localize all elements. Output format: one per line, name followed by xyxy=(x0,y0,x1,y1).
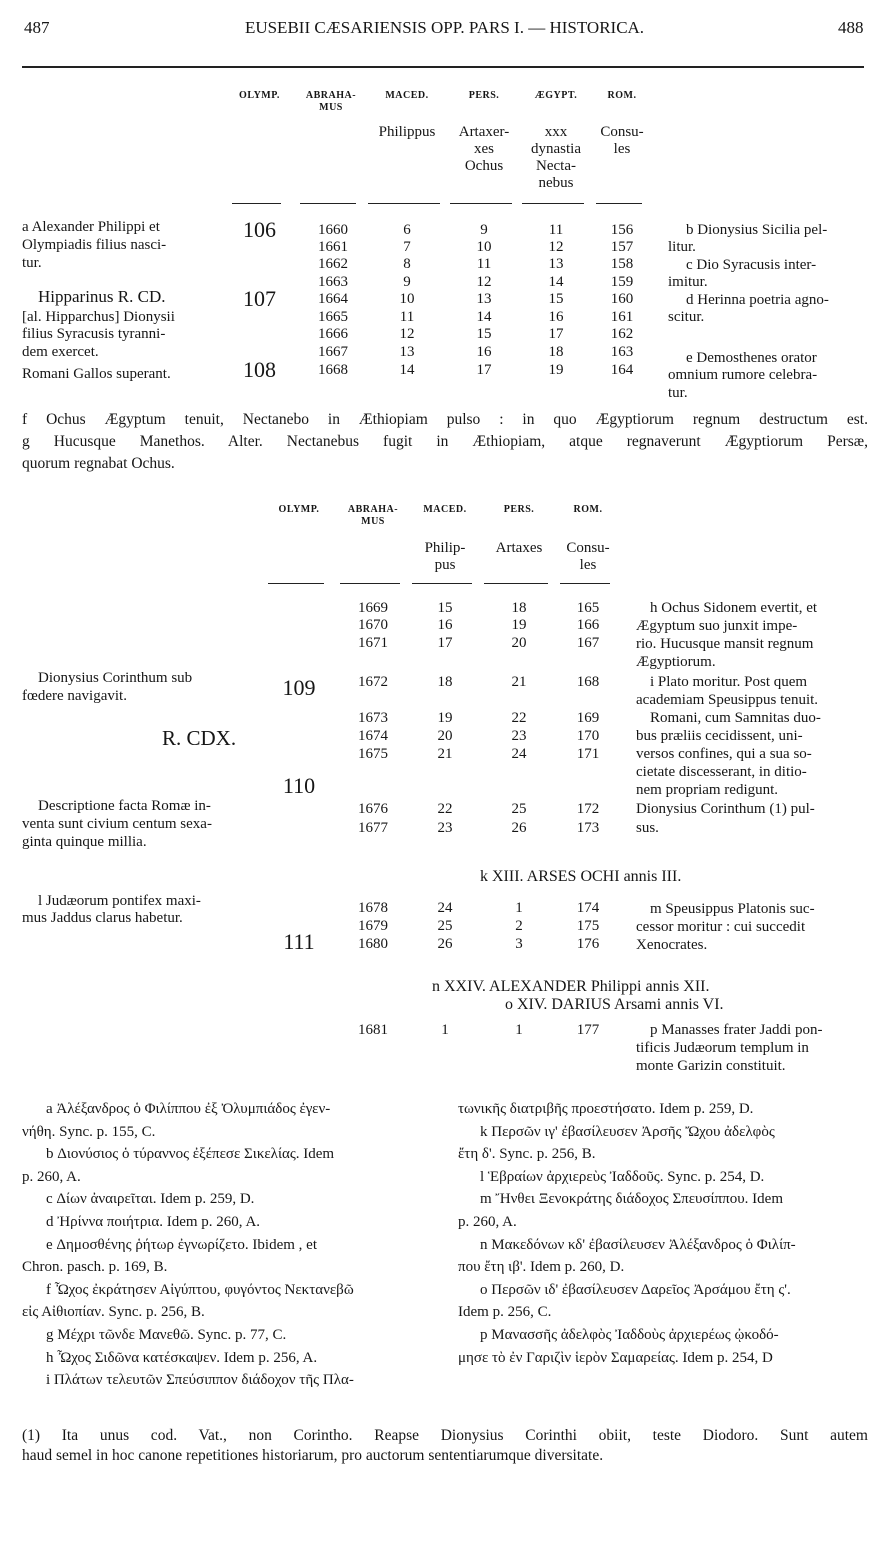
side-note-left: a Alexander Philippi et xyxy=(22,219,160,235)
table-cell: 167 xyxy=(576,635,600,651)
table-cell: 1681 xyxy=(358,1022,388,1038)
table-cell: 15 xyxy=(476,326,492,342)
column-header: MACED. xyxy=(423,504,467,515)
page-number-left: 487 xyxy=(24,18,50,37)
side-note-right: rio. Hucusque mansit regnum xyxy=(636,636,814,652)
greek-note-line: που ἔτη ιβ'. Idem p. 260, D. xyxy=(458,1259,625,1276)
table-cell: 9 xyxy=(480,222,488,238)
table-cell: 1 xyxy=(441,1022,449,1038)
note-g: g Hucusque Manethos. Alter. Nectanebus fugit in Æthiopiam, atque regnaverunt Ægyptiorum Persæ, xyxy=(22,433,868,450)
table-cell: 1672 xyxy=(358,674,388,690)
table-cell: 157 xyxy=(610,239,634,255)
column-rule xyxy=(268,583,324,584)
side-note-right: p Manasses frater Jaddi pon- xyxy=(650,1022,823,1038)
side-note-left: dem exercet. xyxy=(22,344,99,360)
side-note-right: cessor moritur : cui succedit xyxy=(636,919,806,935)
table-cell: 16 xyxy=(548,309,564,325)
table-cell: 164 xyxy=(610,362,634,378)
side-note-left: l Judæorum pontifex maxi- xyxy=(38,893,201,909)
table-cell: 177 xyxy=(576,1022,600,1038)
table-cell: 156 xyxy=(610,222,634,238)
column-header: PERS. xyxy=(503,504,535,515)
column-header: PERS. xyxy=(468,90,500,101)
table-cell: 23 xyxy=(437,820,453,836)
header-rule xyxy=(22,66,864,68)
side-note-right: i Plato moritur. Post quem xyxy=(650,674,808,690)
side-note-left: Olympiadis filius nasci- xyxy=(22,237,167,253)
greek-note-line: e Δημοσθένης ῥήτωρ ἐγνωρίζετο. Ibidem , et xyxy=(46,1236,317,1253)
side-note-left: mus Jaddus clarus habetur. xyxy=(22,910,183,926)
greek-note-line: d Ἠρίννα ποιήτρια. Idem p. 260, A. xyxy=(46,1213,261,1230)
table-cell: 12 xyxy=(548,239,564,255)
table-cell: 1661 xyxy=(318,239,348,255)
greek-note-line: p Μανασσῆς ἀδελφὸς Ἰαδδοὺς ἀρχιερέως ᾠκοδό- xyxy=(480,1326,779,1343)
reign-arses: k XIII. ARSES OCHI annis III. xyxy=(480,868,682,885)
table-cell: 21 xyxy=(437,746,453,762)
side-note-right: scitur. xyxy=(668,309,705,325)
table-cell: 20 xyxy=(511,635,527,651)
side-note-left: fœdere navigavit. xyxy=(22,688,127,704)
column-rule xyxy=(412,583,472,584)
side-note-right: h Ochus Sidonem evertit, et xyxy=(650,600,818,616)
column-rule xyxy=(368,203,440,204)
column-header: ROM. xyxy=(573,504,603,515)
column-rule xyxy=(232,203,281,204)
table-cell: 163 xyxy=(610,344,634,360)
table-cell: 19 xyxy=(511,617,527,633)
table-cell: 25 xyxy=(511,801,527,817)
table-cell: 16 xyxy=(476,344,492,360)
table-cell: 172 xyxy=(576,801,600,817)
column-header: ROM. xyxy=(607,90,637,101)
table-cell: 168 xyxy=(576,674,600,690)
olympiad-number: 110 xyxy=(282,773,316,798)
side-note-right: tificis Judæorum templum in xyxy=(636,1040,809,1056)
column-rule xyxy=(596,203,642,204)
greek-note-line: p. 260, A. xyxy=(22,1168,81,1185)
table-cell: 8 xyxy=(403,256,411,272)
table-cell: 1671 xyxy=(358,635,388,651)
table-cell: 11 xyxy=(399,309,415,325)
side-note-right: Romani, cum Samnitas duo- xyxy=(650,710,821,726)
column-subheader: xxx dynastia Necta- nebus xyxy=(531,124,581,191)
column-subheader: Artaxes xyxy=(495,540,543,556)
table-cell: 18 xyxy=(511,600,527,616)
table-cell: 19 xyxy=(548,362,564,378)
column-rule xyxy=(300,203,356,204)
greek-note-line: h Ὦχος Σιδῶνα κατέσκαψεν. Idem p. 256, A. xyxy=(46,1349,318,1366)
table-cell: 22 xyxy=(511,710,527,726)
side-note-right: c Dio Syracusis inter- xyxy=(686,257,817,273)
side-note-left: Hipparinus R. CD. xyxy=(38,287,166,306)
table-cell: 22 xyxy=(437,801,453,817)
table-cell: 20 xyxy=(437,728,453,744)
table-cell: 169 xyxy=(576,710,600,726)
side-note-left: Descriptione facta Romæ in- xyxy=(38,798,211,814)
table-cell: 166 xyxy=(576,617,600,633)
side-note-left: [al. Hipparchus] Dionysii xyxy=(22,309,175,325)
greek-note-line: ἔτη δ'. Sync. p. 256, B. xyxy=(458,1146,596,1163)
table-cell: 1 xyxy=(515,900,523,916)
table-cell: 13 xyxy=(399,344,415,360)
olympiad-number: 108 xyxy=(243,357,276,382)
side-note-right: Dionysius Corinthum (1) pul- xyxy=(636,801,815,817)
side-note-right: Ægyptum suo junxit impe- xyxy=(636,618,798,634)
column-rule xyxy=(484,583,548,584)
olympiad-number: 111 xyxy=(283,929,315,954)
side-note-left: Romani Gallos superant. xyxy=(22,366,171,382)
column-header: ÆGYPT. xyxy=(534,90,578,101)
side-note-right: nem propriam redigunt. xyxy=(636,782,779,798)
footnote-line-2: haud semel in hoc canone repetitiones historiarum, pro auctorum sententiarumque diversitate. xyxy=(22,1447,604,1464)
table-cell: 17 xyxy=(437,635,453,651)
side-note-right: cietate discesserant, in ditio- xyxy=(636,764,807,780)
greek-note-line: g Μέχρι τῶνδε Μανεθῶ. Sync. p. 77, C. xyxy=(46,1326,287,1343)
side-note-right: b Dionysius Sicilia pel- xyxy=(686,222,828,238)
table-cell: 26 xyxy=(511,820,527,836)
table-cell: 158 xyxy=(610,256,634,272)
side-note-left: ginta quinque millia. xyxy=(22,834,147,850)
table-cell: 171 xyxy=(576,746,600,762)
table-cell: 11 xyxy=(476,256,492,272)
table-cell: 14 xyxy=(476,309,492,325)
table-cell: 175 xyxy=(576,918,600,934)
olympiad-number: 107 xyxy=(243,286,276,311)
olympiad-number: 106 xyxy=(243,217,276,242)
column-subheader: Artaxer- xes Ochus xyxy=(458,124,510,174)
table-cell: 159 xyxy=(610,274,634,290)
greek-note-line: Idem p. 256, C. xyxy=(458,1304,552,1321)
table-cell: 1667 xyxy=(318,344,348,360)
table-cell: 19 xyxy=(437,710,453,726)
greek-note-line: l Ἑβραίων ἀρχιερεὺς Ἰαδδοῦς. Sync. p. 254, D. xyxy=(480,1168,765,1185)
table-cell: 1675 xyxy=(358,746,388,762)
table-cell: 25 xyxy=(437,918,453,934)
side-note-right: academiam Speusippus tenuit. xyxy=(636,692,819,708)
side-note-right: m Speusippus Platonis suc- xyxy=(650,901,815,917)
greek-note-line: f Ὦχος ἐκράτησεν Αἰγύπτου, φυγόντος Νεκτανεβῶ xyxy=(46,1281,354,1298)
table-cell: 161 xyxy=(610,309,634,325)
table-cell: 1668 xyxy=(318,362,348,378)
greek-note-line: n Μακεδόνων κδ' ἐβασίλευσεν Ἀλέξανδρος ὁ Φιλίπ- xyxy=(480,1236,796,1253)
table-cell: 1665 xyxy=(318,309,348,325)
table-cell: 7 xyxy=(403,239,411,255)
table-cell: 13 xyxy=(548,256,564,272)
page-number-right: 488 xyxy=(838,18,864,37)
table-cell: 162 xyxy=(610,326,634,342)
greek-note-line: a Ἀλέξανδρος ὁ Φιλίππου ἐξ Ὀλυμπιάδος ἐγεν- xyxy=(46,1101,331,1117)
side-note-right: monte Garizin constituit. xyxy=(636,1058,786,1074)
table-cell: 24 xyxy=(511,746,527,762)
greek-note-line: p. 260, A. xyxy=(458,1213,517,1230)
greek-note-line: c Δίων ἀναιρεῖται. Idem p. 259, D. xyxy=(46,1191,255,1208)
side-note-right: imitur. xyxy=(668,274,708,290)
table-cell: 1664 xyxy=(318,291,348,307)
note-g-cont: quorum regnabat Ochus. xyxy=(22,455,175,472)
greek-note-line: τωνικῆς διατριβῆς προεστήσατο. Idem p. 259, D. xyxy=(458,1101,754,1117)
table-cell: 1662 xyxy=(318,256,348,272)
table-cell: 3 xyxy=(515,936,523,952)
column-subheader: Consu- les xyxy=(600,124,644,157)
side-note-right: d Herinna poetria agno- xyxy=(686,292,829,308)
table-cell: 170 xyxy=(576,728,600,744)
table-cell: 26 xyxy=(437,936,453,952)
greek-notes-right xyxy=(458,1098,870,1369)
table-cell: 9 xyxy=(403,274,411,290)
table-cell: 21 xyxy=(511,674,527,690)
table-cell: 176 xyxy=(576,936,600,952)
table-cell: 1676 xyxy=(358,801,388,817)
column-header: ABRAHA- MUS xyxy=(347,504,399,527)
column-subheader: Philip- pus xyxy=(424,540,466,573)
table-cell: 15 xyxy=(437,600,453,616)
side-note-right: versos confines, qui a sua so- xyxy=(636,746,812,762)
table-cell: 18 xyxy=(437,674,453,690)
running-title: EUSEBII CÆSARIENSIS OPP. PARS I. — HISTORICA. xyxy=(244,18,645,37)
reign-darius: o XIV. DARIUS Arsami annis VI. xyxy=(505,996,724,1013)
greek-note-line: εἰς Αἰθιοπίαν. Sync. p. 256, B. xyxy=(22,1304,205,1321)
table-cell: 1660 xyxy=(318,222,348,238)
side-note-right: bus præliis cecidissent, uni- xyxy=(636,728,803,744)
greek-note-line: νήθη. Sync. p. 155, C. xyxy=(22,1123,156,1140)
table-cell: 1680 xyxy=(358,936,388,952)
side-note-right: omnium rumore celebra- xyxy=(668,367,818,383)
table-cell: 12 xyxy=(476,274,492,290)
side-note-right: Xenocrates. xyxy=(636,937,708,953)
table-cell: 1677 xyxy=(358,820,388,836)
table-cell: 1 xyxy=(515,1022,523,1038)
greek-note-line: Chron. pasch. p. 169, B. xyxy=(22,1259,168,1276)
table-cell: 6 xyxy=(403,222,411,238)
table-cell: 1679 xyxy=(358,918,388,934)
table-cell: 1678 xyxy=(358,900,388,916)
greek-note-line: o Περσῶν ιδ' ἐβασίλευσεν Δαρεῖος Ἀρσάμου ἔτη ς'. xyxy=(480,1281,791,1298)
table-cell: 173 xyxy=(576,820,600,836)
table-cell: 174 xyxy=(576,900,600,916)
table-cell: 165 xyxy=(576,600,600,616)
side-note-left: Dionysius Corinthum sub xyxy=(38,670,193,686)
footnote-line-1: (1) Ita unus cod. Vat., non Corintho. Reapse Dionysius Corinthi obiit, teste Diodoro. Sunt autem xyxy=(22,1427,868,1444)
side-note-left: tur. xyxy=(22,255,42,271)
table-cell: 17 xyxy=(476,362,492,378)
column-subheader: Philippus xyxy=(378,124,436,140)
table-cell: 1674 xyxy=(358,728,388,744)
table-cell: 10 xyxy=(476,239,492,255)
table-cell: 1670 xyxy=(358,617,388,633)
column-rule xyxy=(450,203,512,204)
table-cell: 160 xyxy=(610,291,634,307)
column-rule xyxy=(560,583,610,584)
greek-note-line: b Διονύσιος ὁ τύραννος ἐξέπεσε Σικελίας. Idem xyxy=(46,1146,335,1163)
table-cell: 13 xyxy=(476,291,492,307)
table-cell: 14 xyxy=(548,274,564,290)
table-cell: 15 xyxy=(548,291,564,307)
column-header: ABRAHA- MUS xyxy=(305,90,357,113)
table-cell: 18 xyxy=(548,344,564,360)
column-subheader: Consu- les xyxy=(566,540,610,573)
table-cell: 2 xyxy=(515,918,523,934)
column-rule xyxy=(522,203,584,204)
reign-alexander: n XXIV. ALEXANDER Philippi annis XII. xyxy=(432,978,710,995)
side-note-left: venta sunt civium centum sexa- xyxy=(22,816,212,832)
side-note-right: tur. xyxy=(668,385,688,401)
table-cell: 12 xyxy=(399,326,415,342)
column-header: OLYMP. xyxy=(239,90,280,101)
table-cell: 1669 xyxy=(358,600,388,616)
side-note-right: litur. xyxy=(668,239,696,255)
side-note-right: Ægyptiorum. xyxy=(636,654,716,670)
greek-notes-left xyxy=(22,1098,442,1392)
column-rule xyxy=(340,583,400,584)
table-cell: 1663 xyxy=(318,274,348,290)
table-cell: 23 xyxy=(511,728,527,744)
olympiad-number: 109 xyxy=(282,675,316,700)
regnum-marker: R. CDX. xyxy=(162,726,237,750)
table-cell: 24 xyxy=(437,900,453,916)
table-cell: 17 xyxy=(548,326,564,342)
side-note-right: sus. xyxy=(636,820,659,836)
table-cell: 1666 xyxy=(318,326,348,342)
table-cell: 16 xyxy=(437,617,453,633)
column-header: MACED. xyxy=(385,90,429,101)
table-cell: 11 xyxy=(548,222,564,238)
greek-note-line: μησε τὸ ἐν Γαριζὶν ἱερὸν Σαμαρείας. Idem p. 254, D xyxy=(458,1349,773,1366)
side-note-right: e Demosthenes orator xyxy=(686,350,817,366)
greek-note-line: i Πλάτων τελευτῶν Σπεύσιππον διάδοχον τῆς Πλα- xyxy=(46,1372,354,1389)
side-note-left: filius Syracusis tyranni- xyxy=(22,326,166,342)
table-cell: 14 xyxy=(399,362,415,378)
greek-note-line: k Περσῶν ιγ' ἐβασίλευσεν Ἀρσῆς Ὤχου ἀδελφὸς xyxy=(480,1123,775,1140)
column-header: OLYMP. xyxy=(278,504,320,515)
table-cell: 10 xyxy=(399,291,415,307)
table-cell: 1673 xyxy=(358,710,388,726)
note-f: f Ochus Ægyptum tenuit, Nectanebo in Æthiopiam pulso : in quo Ægyptiorum regnum destructum est. xyxy=(22,411,868,428)
greek-note-line: m Ἤνθει Ξενοκράτης διάδοχος Σπευσίππου. Idem xyxy=(480,1191,783,1208)
